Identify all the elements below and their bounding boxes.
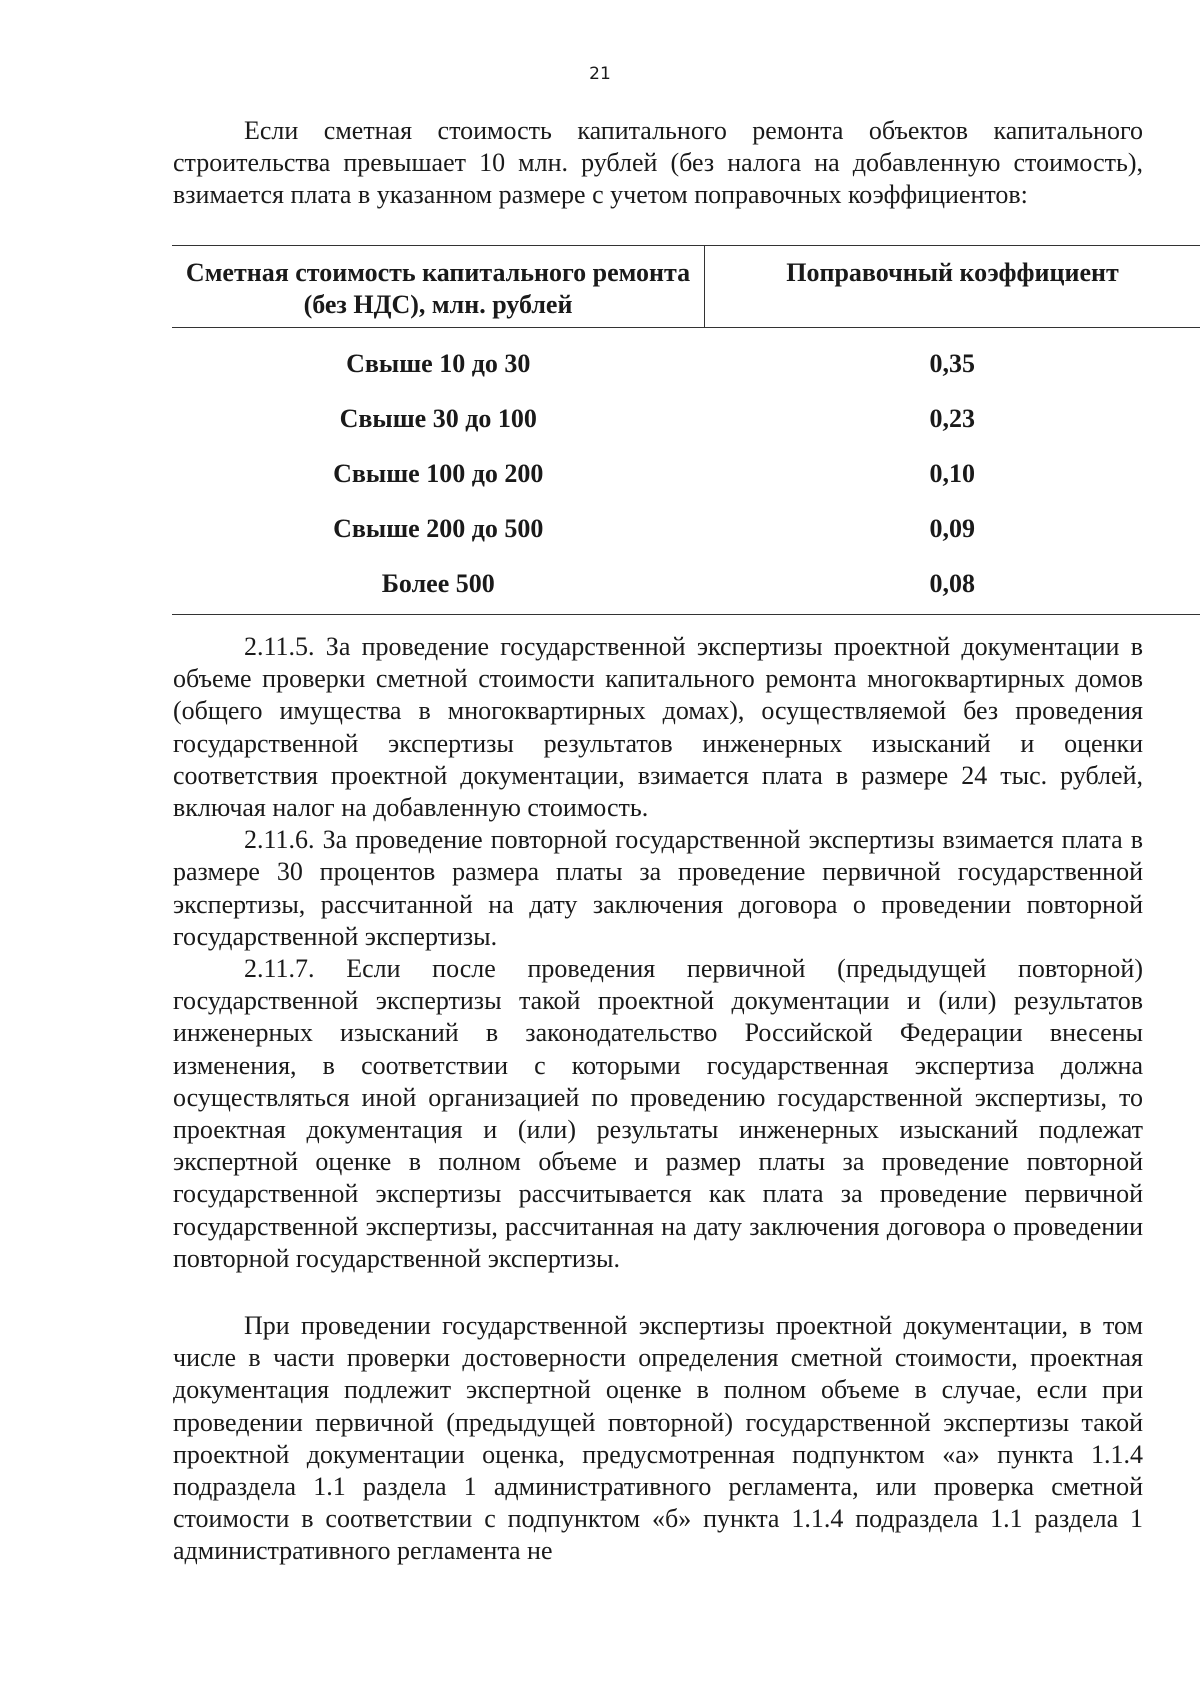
table-row [172, 446, 1200, 501]
cell-coefficient: 0,23 [929, 403, 975, 433]
coefficient-table [172, 245, 1200, 615]
cell-range: Свыше 10 до 30 [346, 348, 531, 378]
cell-coefficient: 0,10 [929, 458, 975, 488]
cell-coefficient: 0,08 [705, 556, 1200, 615]
final-block [173, 1310, 1143, 1568]
cell-coefficient: 0,35 [929, 348, 975, 378]
header-cost: Сметная стоимость капитального ремонта (без НДС), млн. рублей [172, 246, 705, 328]
cell-coefficient: 0,09 [929, 513, 975, 543]
cell-range: Более 500 [172, 556, 705, 615]
table-row [172, 391, 1200, 446]
cell-range: Свыше 200 до 500 [333, 513, 544, 543]
header-coefficient: Поправочный коэффициент [705, 246, 1200, 328]
intro-paragraph: Если сметная стоимость капитального ремонта объектов капитального строительства превышает 10 млн. рублей (без налога на добавленную стоимость), взимается плата в указанном размере с учетом поправочных коэффициентов: [173, 116, 1143, 210]
page-number: 21 [589, 64, 611, 84]
paragraph-2-11-7: 2.11.7. Если после проведения первичной (предыдущей повторной) государственной экспертизы такой проектной документации и (или) результатов инженерных изысканий в законодательство Российской Федерации внесены изменения, в соответствии с которыми государственная экспертиза должна осуществляться иной организацией по проведению государственной экспертизы, то проектная документация и (или) результаты инженерных изысканий подлежат экспертной оценке в полном объеме и размер платы за проведение повторной государственной экспертизы рассчитывается как плата за проведение первичной государственной экспертизы, рассчитанная на дату заключения договора о проведении повторной государственной экспертизы. [173, 954, 1143, 1273]
cell-range: Свыше 30 до 100 [339, 403, 537, 433]
table-header-row [172, 246, 1200, 328]
sections-block [173, 631, 1143, 1275]
paragraph-2-11-6: 2.11.6. За проведение повторной государственной экспертизы взимается плата в размере 30 процентов размера платы за проведение первичной государственной экспертизы, рассчитанной на дату заключения договора о проведении повторной государственной экспертизы. [173, 825, 1143, 951]
cell-range: Свыше 100 до 200 [333, 458, 544, 488]
table-row [172, 556, 1200, 615]
table-row [172, 501, 1200, 556]
table-row [172, 328, 1200, 392]
intro-block [173, 115, 1143, 212]
paragraph-2-11-5: 2.11.5. За проведение государственной экспертизы проектной документации в объеме проверки сметной стоимости капитального ремонта многоквартирных домов (общего имущества в многоквартирных домах), осуществляемой без проведения государственной экспертизы результатов инженерных изысканий и оценки соответствия проектной документации, взимается плата в размере 24 тыс. рублей, включая налог на добавленную стоимость. [173, 632, 1143, 823]
final-paragraph: При проведении государственной экспертизы проектной документации, в том числе в части проверки достоверности определения сметной стоимости, проектная документация подлежит экспертной оценке в полном объеме в случае, если при проведении первичной (предыдущей повторной) государственной экспертизы такой проектной документации оценка, предусмотренная подпунктом «а» пункта 1.1.4 подраздела 1.1 раздела 1 административного регламента, или проверка сметной стоимости в соответствии с подпунктом «б» пункта 1.1.4 подраздела 1.1 раздела 1 административного регламента не [173, 1311, 1143, 1566]
